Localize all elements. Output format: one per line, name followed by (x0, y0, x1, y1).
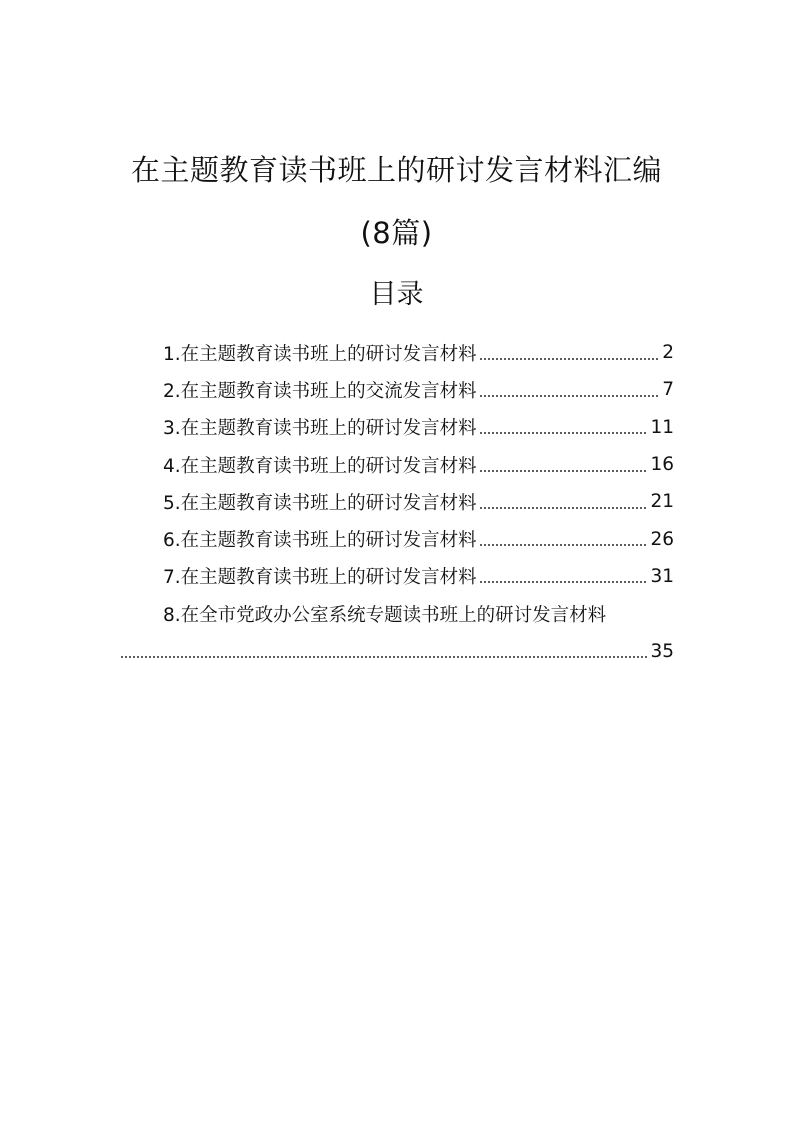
toc-entry-6[interactable] (120, 520, 674, 557)
toc-leader-dots (479, 544, 649, 546)
toc-entry-page: 21 (650, 491, 674, 513)
toc-entry-title: 1.在主题教育读书班上的研讨发言材料 (163, 343, 477, 365)
toc-entry-page: 7 (662, 379, 674, 401)
toc-entry-title: 8.在全市党政办公室系统专题读书班上的研讨发言材料 (163, 604, 607, 626)
toc-entry-page: 11 (650, 416, 674, 438)
toc-leader-dots (479, 507, 649, 509)
toc-entry-5[interactable] (120, 483, 674, 520)
toc-entry-page: 26 (650, 528, 674, 550)
toc-entry-2[interactable] (120, 371, 674, 408)
toc-entry-page: 35 (650, 640, 674, 662)
toc-entry-8[interactable] (120, 595, 674, 670)
toc-entry-page: 16 (650, 454, 674, 476)
toc-entry-title: 5.在主题教育读书班上的研讨发言材料 (163, 492, 477, 514)
toc-entry-4[interactable] (120, 446, 674, 483)
toc-heading: 目录 (369, 279, 424, 310)
toc-entry-title: 4.在主题教育读书班上的研讨发言材料 (163, 455, 477, 477)
toc-leader-dots (479, 581, 649, 583)
document-subtitle-count: (8篇) (360, 216, 433, 250)
toc-entry-title: 2.在主题教育读书班上的交流发言材料 (163, 380, 477, 402)
toc-entry-page: 2 (662, 342, 674, 364)
toc-entry-title: 3.在主题教育读书班上的研讨发言材料 (163, 418, 477, 440)
toc-leader-dots (479, 358, 661, 360)
toc-leader-dots (479, 470, 649, 472)
table-of-contents (120, 334, 674, 670)
toc-entry-3[interactable] (120, 409, 674, 446)
toc-entry-title: 7.在主题教育读书班上的研讨发言材料 (163, 567, 477, 589)
toc-leader-dots (120, 656, 648, 658)
toc-entry-1[interactable] (120, 334, 674, 371)
toc-entry-title: 6.在主题教育读书班上的研讨发言材料 (163, 530, 477, 552)
toc-leader-dots (479, 432, 649, 434)
toc-entry-page: 31 (650, 565, 674, 587)
toc-entry-7[interactable] (120, 558, 674, 595)
toc-leader-dots (479, 395, 661, 397)
document-title: 在主题教育读书班上的研讨发言材料汇编 (130, 153, 662, 187)
